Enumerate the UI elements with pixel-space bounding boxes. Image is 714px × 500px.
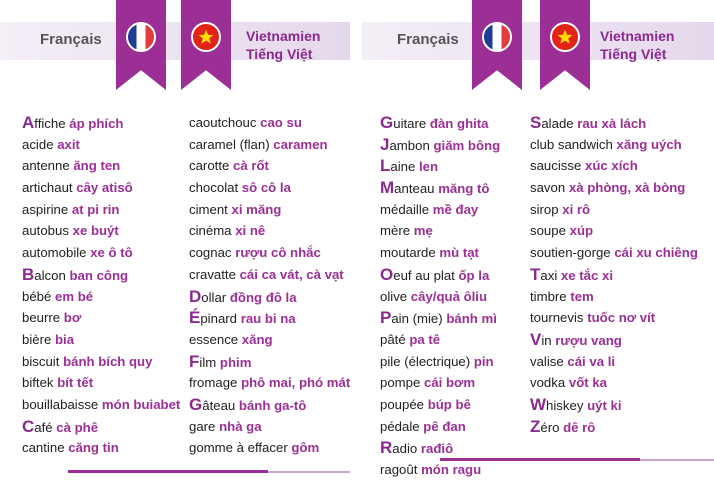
word-entry	[189, 155, 350, 177]
vietnamese-word: món buiabet	[101, 396, 181, 412]
vietnamese-native-label: Tiếng Việt	[600, 46, 667, 62]
french-word: Laine	[380, 156, 416, 176]
vietnamese-word: cái bơm	[424, 375, 476, 391]
french-word: médaille	[380, 201, 430, 217]
french-word: pédale	[380, 418, 420, 434]
vietnamese-word: món ragu	[421, 462, 482, 477]
vietnamese-word: bánh ga-tô	[238, 397, 307, 413]
french-word: moutarde	[380, 245, 436, 261]
vietnamese-native-label: Tiếng Việt	[246, 46, 313, 62]
word-entry	[189, 220, 350, 242]
vietnamese-word: sô cô la	[241, 180, 291, 196]
word-entry	[380, 242, 500, 264]
word-entry	[530, 177, 698, 199]
vietnamese-word: phim	[219, 354, 252, 370]
word-entry	[380, 134, 500, 156]
vietnamese-word: rượu cô nhắc	[235, 245, 321, 261]
vietnamese-word: xe tắc xi	[560, 267, 613, 283]
word-entry	[530, 307, 698, 329]
footer-rule-right-light	[640, 459, 714, 461]
vietnamese-word: giăm bông	[433, 137, 501, 153]
word-entry	[380, 264, 500, 286]
french-word: pompe	[380, 375, 421, 391]
french-word: soupe	[530, 223, 566, 239]
vietnamese-word: len	[419, 159, 439, 175]
french-word: Pain (mie)	[380, 308, 443, 328]
french-word: Taxi	[530, 264, 558, 284]
french-word: Jambon	[380, 134, 430, 154]
vietnam-flag-icon	[550, 22, 580, 52]
word-entry	[22, 264, 180, 286]
french-word: Oeuf au plat	[380, 264, 455, 284]
word-entry	[22, 329, 180, 351]
word-entry	[22, 199, 180, 221]
word-entry	[189, 199, 350, 221]
word-entry	[189, 307, 350, 329]
footer-rule-left-light	[268, 471, 350, 473]
french-word: autobus	[22, 223, 69, 239]
french-word: Gâteau	[189, 394, 236, 414]
vietnamese-word: xăng uých	[616, 136, 682, 152]
vietnamese-word: cây/quả ôliu	[410, 288, 488, 304]
french-word: beurre	[22, 310, 61, 326]
word-column-2	[189, 112, 350, 459]
vietnamese-word: em bé	[55, 288, 94, 304]
word-entry	[530, 264, 698, 286]
vietnamese-word: cao su	[260, 115, 302, 130]
word-entry	[189, 329, 350, 351]
word-entry	[189, 437, 350, 459]
french-word: caramel (flan)	[189, 136, 270, 152]
french-word: poupée	[380, 396, 425, 412]
word-entry	[189, 351, 350, 373]
vietnamese-word: bơ	[63, 310, 82, 326]
vietnamese-word: rượu vang	[555, 332, 622, 348]
french-word: timbre	[530, 288, 567, 304]
word-entry	[530, 199, 698, 221]
word-entry	[530, 155, 698, 177]
french-word: bière	[22, 331, 52, 347]
vietnamese-word: bánh bích quy	[63, 353, 153, 369]
vietnamese-word: xi rô	[562, 201, 591, 217]
word-entry	[22, 177, 180, 199]
french-word: vodka	[530, 375, 566, 391]
vietnamese-label: Vietnamien	[600, 28, 675, 44]
french-word: carotte	[189, 158, 230, 174]
french-word: Salade	[530, 113, 574, 132]
word-entry	[22, 394, 180, 416]
vietnamese-word: bia	[55, 331, 75, 347]
french-word: sirop	[530, 201, 559, 217]
french-word: soutien-gorge	[530, 245, 611, 261]
word-entry	[380, 372, 500, 394]
french-word: Whiskey	[530, 394, 584, 414]
vietnamese-word: gôm	[291, 440, 320, 456]
vietnamese-word: xúc xích	[584, 158, 638, 174]
vietnamese-word: rau xà lách	[577, 116, 647, 131]
word-entry	[22, 351, 180, 373]
word-entry	[530, 112, 698, 134]
vietnamese-word: xe buýt	[72, 223, 119, 239]
vietnamese-word: pê đan	[423, 418, 466, 434]
footer-rule-right	[440, 458, 640, 461]
vietnamese-word: búp bê	[427, 396, 471, 412]
french-header-right: Français	[397, 31, 459, 48]
vietnamese-word: rađiô	[420, 441, 454, 457]
vietnamese-word: rau bi na	[240, 311, 296, 327]
french-header-left: Français	[40, 31, 102, 48]
word-entry	[380, 112, 500, 134]
vietnam-flag-icon	[191, 22, 221, 52]
word-entry	[380, 286, 500, 308]
word-entry	[380, 307, 500, 329]
word-entry	[530, 351, 698, 373]
vietnamese-word: mề đay	[432, 201, 479, 217]
french-word: chocolat	[189, 180, 239, 196]
french-word: antenne	[22, 158, 70, 174]
french-word: ragoût	[380, 462, 418, 477]
french-word: acide	[22, 136, 54, 152]
french-word: automobile	[22, 245, 87, 261]
french-word: club sandwich	[530, 136, 613, 152]
french-word: cognac	[189, 245, 232, 261]
french-word: tournevis	[530, 310, 584, 326]
vietnamese-word: xúp	[569, 223, 594, 239]
vietnamese-word: cái va li	[567, 353, 616, 369]
french-word: savon	[530, 180, 566, 196]
word-entry	[380, 416, 500, 438]
vietnamese-word: cái xu chiêng	[614, 245, 698, 261]
word-entry	[530, 416, 698, 438]
vietnamese-word: xe ô tô	[90, 245, 133, 261]
word-entry	[189, 264, 350, 286]
vietnamese-word: xi nê	[235, 223, 266, 239]
footer-rule-left	[68, 470, 268, 473]
french-word: Guitare	[380, 113, 427, 132]
word-entry	[22, 242, 180, 264]
french-word: Épinard	[189, 308, 238, 328]
word-column-3	[380, 112, 500, 481]
french-word: Balcon	[22, 264, 66, 284]
vietnamese-word: pa tê	[409, 331, 441, 347]
vietnamese-word: cà phê	[56, 419, 99, 435]
french-word: Manteau	[380, 178, 435, 198]
vietnamese-word: ốp la	[458, 267, 490, 283]
vietnamese-word: ăng ten	[73, 158, 121, 174]
french-word: aspirine	[22, 201, 69, 217]
vietnamese-word: bánh mì	[446, 311, 497, 327]
vietnamese-word: tem	[570, 288, 594, 304]
french-word: Dollar	[189, 286, 227, 306]
vietnamese-word: xà phòng, xà bòng	[568, 180, 686, 196]
word-entry	[380, 459, 500, 481]
french-word: Film	[189, 351, 217, 371]
word-entry	[22, 416, 180, 438]
vietnamese-word: caramen	[273, 136, 328, 152]
word-entry	[189, 177, 350, 199]
french-word: bouillabaisse	[22, 396, 99, 412]
vietnamese-word: măng tô	[438, 181, 490, 197]
word-entry	[530, 220, 698, 242]
vietnamese-word: áp phích	[69, 116, 124, 131]
french-flag-icon	[126, 22, 156, 52]
french-word: Vin	[530, 329, 552, 349]
word-entry	[22, 307, 180, 329]
french-flag-icon	[482, 22, 512, 52]
vietnamese-header-right	[600, 27, 674, 63]
vietnamese-word: nhà ga	[219, 418, 262, 434]
french-word: Zéro	[530, 416, 560, 436]
french-word: Radio	[380, 438, 418, 458]
french-word: Affiche	[22, 113, 66, 132]
vietnamese-word: axit	[57, 136, 80, 152]
word-entry	[22, 220, 180, 242]
word-entry	[530, 134, 698, 156]
vietnamese-word: uýt ki	[587, 397, 622, 413]
word-entry	[189, 394, 350, 416]
vietnamese-word: đàn ghita	[429, 116, 489, 131]
french-word: valise	[530, 353, 564, 369]
word-entry	[189, 112, 350, 134]
word-entry	[22, 112, 180, 134]
word-entry	[22, 437, 180, 459]
word-entry	[530, 286, 698, 308]
word-entry	[22, 372, 180, 394]
french-word: biscuit	[22, 353, 60, 369]
word-column-4	[530, 112, 698, 437]
french-word: bébé	[22, 288, 52, 304]
vietnamese-word: tuốc nơ vít	[587, 310, 656, 326]
french-word: fromage	[189, 375, 238, 391]
french-word: essence	[189, 331, 239, 347]
french-word: artichaut	[22, 180, 73, 196]
word-entry	[380, 220, 500, 242]
word-entry	[189, 416, 350, 438]
vietnamese-label: Vietnamien	[246, 28, 321, 44]
vietnamese-word: căng tin	[68, 440, 119, 456]
vietnamese-word: cà rốt	[233, 158, 269, 174]
french-word: cantine	[22, 440, 65, 456]
word-entry	[380, 155, 500, 177]
french-word: ciment	[189, 201, 228, 217]
french-word: biftek	[22, 375, 54, 391]
word-entry	[189, 242, 350, 264]
vietnamese-word: xi măng	[231, 201, 282, 217]
french-word: pile (électrique)	[380, 353, 471, 369]
word-entry	[380, 199, 500, 221]
word-entry	[380, 329, 500, 351]
word-column-1	[22, 112, 180, 459]
word-entry	[380, 437, 500, 459]
word-entry	[380, 351, 500, 373]
word-entry	[189, 286, 350, 308]
french-word: cravatte	[189, 266, 236, 282]
french-word: gomme à effacer	[189, 440, 288, 456]
word-entry	[380, 394, 500, 416]
word-entry	[530, 329, 698, 351]
word-entry	[530, 372, 698, 394]
vietnamese-header-left	[246, 27, 320, 63]
word-entry	[22, 134, 180, 156]
word-entry	[22, 155, 180, 177]
vietnamese-word: cây atisô	[76, 180, 133, 196]
french-word: cinéma	[189, 223, 232, 239]
vietnamese-word: xăng	[241, 331, 273, 347]
vietnamese-word: mù tạt	[439, 245, 479, 261]
french-word: caoutchouc	[189, 115, 257, 130]
vietnamese-word: cái ca vát, cà vạt	[239, 266, 344, 282]
french-word: olive	[380, 288, 408, 304]
word-entry	[189, 134, 350, 156]
vietnamese-word: phô mai, phó mát	[241, 375, 351, 391]
french-word: mère	[380, 223, 411, 239]
word-entry	[530, 394, 698, 416]
word-entry	[530, 242, 698, 264]
french-word: gare	[189, 418, 216, 434]
vietnamese-word: mẹ	[413, 223, 433, 239]
word-entry	[380, 177, 500, 199]
vietnamese-word: đồng đô la	[229, 289, 297, 305]
vietnamese-word: ban công	[69, 267, 129, 283]
word-entry	[22, 286, 180, 308]
vietnamese-word: dê rô	[563, 419, 596, 435]
french-word: saucisse	[530, 158, 582, 174]
french-word: pâté	[380, 331, 406, 347]
word-entry	[189, 372, 350, 394]
vietnamese-word: vốt ka	[568, 375, 607, 391]
vietnamese-word: at pi rin	[71, 201, 120, 217]
vietnamese-word: pin	[473, 353, 494, 369]
french-word: Café	[22, 416, 53, 436]
vietnamese-word: bít tết	[57, 375, 94, 391]
